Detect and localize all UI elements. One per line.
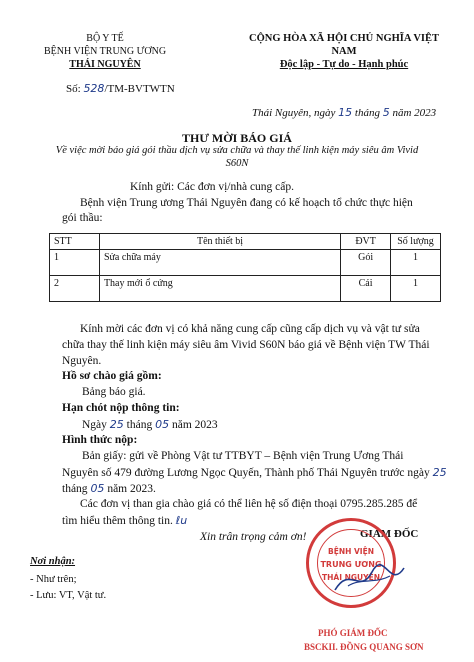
- dossier-item: Bảng báo giá.: [82, 386, 146, 398]
- hospital-name-line2: THÁI NGUYÊN: [69, 59, 141, 70]
- stamp-line2: TRUNG ƯƠNG: [320, 560, 382, 569]
- document-title: THƯ MỜI BÁO GIÁ: [182, 131, 292, 145]
- col-header-unit: ĐVT: [341, 234, 391, 250]
- col-header-quantity: Số lượng: [391, 234, 441, 250]
- thanks-line: Xin trân trọng cảm ơn!: [200, 531, 307, 543]
- deadline-prefix: Ngày: [82, 419, 107, 431]
- initials-handwritten-icon: ℓu: [175, 514, 188, 527]
- signer-title: GIÁM ĐỐC: [360, 528, 419, 540]
- country-name-line2: NAM: [331, 46, 357, 57]
- hospital-name-line1: BỆNH VIỆN TRUNG ƯƠNG: [43, 46, 167, 57]
- form-line1: Bản giấy: gửi về Phòng Vật tư TTBYT – Bệnh viện Trung Ương Thái: [82, 450, 404, 462]
- date-line: [252, 106, 436, 119]
- number-prefix: Số:: [66, 83, 81, 95]
- invite-line2: chữa thay thế linh kiện máy siêu âm Vivid S60N báo giá về Bệnh viện TW Thái: [62, 339, 430, 351]
- date-month-word: tháng: [354, 107, 380, 119]
- deadline-line: [82, 418, 218, 431]
- signature-icon: [330, 560, 410, 600]
- col-header-stt: STT: [50, 234, 100, 250]
- subject-line1: Về việc mời báo giá gói thầu dịch vụ sửa chữa và thay thế linh kiện máy siêu âm Vivid: [55, 145, 419, 156]
- intro-line1: Bệnh viện Trung ương Thái Nguyên đang có kế hoạch tổ chức thực hiện: [80, 197, 413, 209]
- recipient-item: - Như trên;: [30, 574, 77, 585]
- recipients-heading: Nơi nhận:: [30, 556, 76, 567]
- row1-device: Sửa chữa máy: [99, 250, 340, 276]
- deadline-month: 05: [155, 418, 170, 431]
- form-line3-prefix: tháng: [62, 483, 88, 495]
- form-day: 25: [432, 466, 447, 479]
- signer-position: PHÓ GIÁM ĐỐC: [318, 628, 388, 638]
- form-line3: [62, 482, 156, 495]
- stamp-line1: BỆNH VIỆN: [328, 547, 374, 556]
- motto: Độc lập - Tự do - Hạnh phúc: [279, 59, 409, 70]
- items-table: [49, 233, 441, 302]
- number-suffix: /TM-BVTWTN: [104, 83, 175, 95]
- deadline-month-word: tháng: [126, 419, 153, 431]
- stamp-line3: THÁI NGUYÊN: [322, 573, 380, 582]
- invite-line3: Nguyên.: [62, 355, 102, 367]
- intro-line2: gói thầu:: [62, 212, 103, 224]
- form-line3-suffix: năm 2023.: [107, 483, 156, 495]
- table-row: [50, 250, 441, 276]
- subject-line2: S60N: [225, 158, 249, 169]
- row2-quantity: 1: [391, 276, 441, 302]
- document-number: [66, 82, 175, 95]
- col-header-device: Tên thiết bị: [99, 234, 340, 250]
- form-line2-text: Nguyên số 479 đường Lương Ngọc Quyến, Thành phố Thái Nguyên trước ngày: [62, 467, 430, 479]
- dossier-heading: Hồ sơ chào giá gồm:: [62, 370, 162, 382]
- row1-quantity: 1: [391, 250, 441, 276]
- form-month: 05: [90, 482, 105, 495]
- table-header-row: [50, 234, 441, 250]
- date-year: năm 2023: [392, 107, 437, 119]
- deadline-day: 25: [109, 418, 124, 431]
- signer-name: BSCKII. ĐỒNG QUANG SƠN: [304, 642, 424, 652]
- contact-line1: Các đơn vị than gia chào giá có thể liên hệ số điện thoại 0795.285.285 để: [80, 498, 418, 510]
- recipient-item: - Lưu: VT, Vật tư.: [30, 590, 107, 601]
- header-right: [228, 32, 460, 71]
- date-month: 5: [382, 106, 390, 119]
- date-place: Thái Nguyên, ngày: [252, 107, 336, 119]
- ministry-name: BỘ Y TẾ: [86, 33, 124, 44]
- deadline-year: năm 2023: [171, 419, 218, 431]
- row2-device: Thay mới ổ cứng: [99, 276, 340, 302]
- row1-unit: Gói: [341, 250, 391, 276]
- row2-stt: 2: [50, 276, 100, 302]
- contact-line2-text: tìm hiểu thêm thông tin.: [62, 515, 173, 527]
- deadline-heading: Hạn chót nộp thông tin:: [62, 402, 180, 414]
- number-handwritten: 528: [83, 82, 105, 95]
- greeting: Kính gửi: Các đơn vị/nhà cung cấp.: [130, 181, 295, 193]
- country-name-line1: CỘNG HÒA XÃ HỘI CHỦ NGHĨA VIỆT: [249, 33, 439, 44]
- table-row: [50, 276, 441, 302]
- contact-line2: [62, 514, 187, 527]
- form-heading: Hình thức nộp:: [62, 434, 138, 446]
- form-line2: [62, 466, 447, 479]
- date-day: 15: [338, 106, 353, 119]
- row2-unit: Cái: [341, 276, 391, 302]
- row1-stt: 1: [50, 250, 100, 276]
- invite-line1: Kính mời các đơn vị có khả năng cung cấp cũng cấp dịch vụ và vật tư sửa: [80, 323, 420, 335]
- header-left: [30, 32, 180, 71]
